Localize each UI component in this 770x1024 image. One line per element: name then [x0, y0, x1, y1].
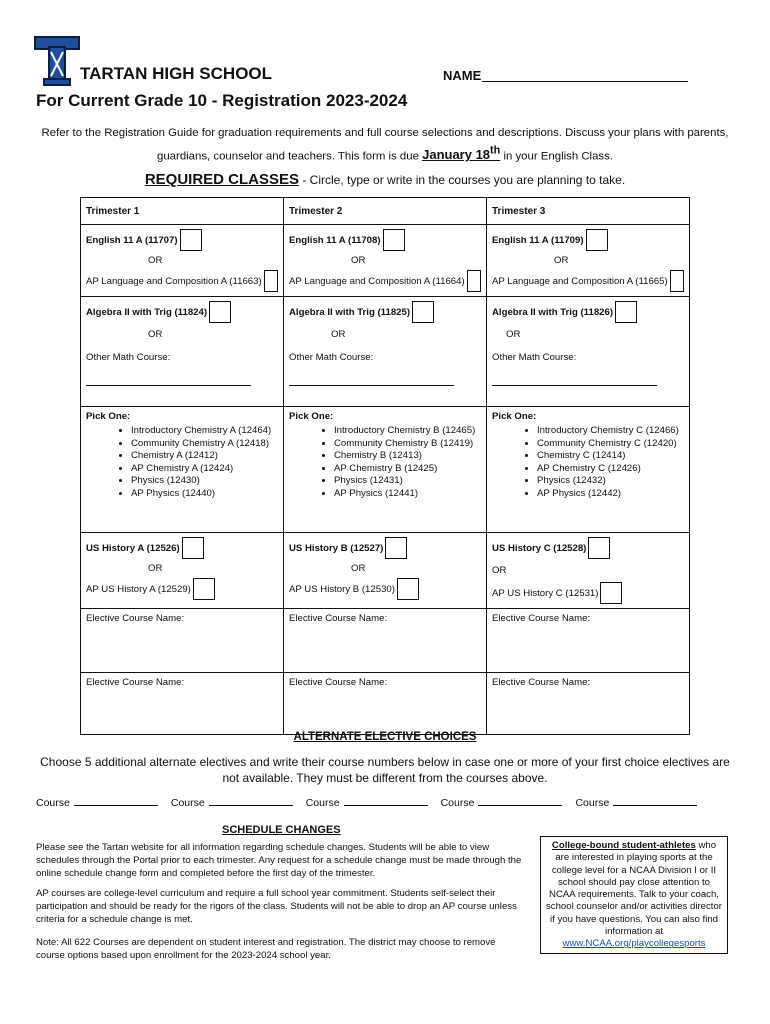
math-1-checkbox[interactable]: [209, 301, 231, 323]
required-classes-heading: REQUIRED CLASSES - Circle, type or write in the courses you are planning to take.: [144, 171, 626, 188]
elective-2-cell-2[interactable]: Elective Course Name:: [284, 673, 487, 735]
list-item[interactable]: • AP Chemistry B (12425): [334, 463, 481, 476]
english-cell-2: English 11 A (11708) OR AP Language and Composition A (11664): [284, 225, 487, 297]
table-header-row: [81, 198, 690, 225]
english-cell-3: English 11 A (11709) OR AP Language and Composition A (11665): [487, 225, 690, 297]
history-1-checkbox[interactable]: [182, 537, 204, 559]
elective-1-cell-2[interactable]: Elective Course Name:: [284, 609, 487, 673]
science-cell-3: Pick One: • Introductory Chemistry C (12466) • Community Chemistry C (12420) • Chemistry C (12414) • AP Chemistry C (12426) • Physics (12432) • AP Physics (12442): [487, 407, 690, 533]
english-2-checkbox[interactable]: [383, 229, 405, 251]
list-item[interactable]: • Chemistry C (12414): [537, 450, 684, 463]
history-3-checkbox[interactable]: [588, 537, 610, 559]
elective-2-cell-3[interactable]: Elective Course Name:: [487, 673, 690, 735]
math-cell-2: Algebra II with Trig (11825) OR Other Math Course:: [284, 297, 487, 407]
math-row: [81, 297, 690, 407]
tartan-logo-icon: [34, 36, 80, 86]
form-title: For Current Grade 10 - Registration 2023-2024: [36, 91, 408, 110]
math-3-checkbox[interactable]: [615, 301, 637, 323]
alternate-course-row: [36, 797, 736, 809]
alternate-course-2[interactable]: Course: [171, 797, 293, 809]
alternate-course-1[interactable]: Course: [36, 797, 158, 809]
name-label: NAME: [443, 68, 482, 83]
elective-row-2: [81, 673, 690, 735]
alternate-course-5[interactable]: Course: [575, 797, 697, 809]
schedule-paragraph-1: Please see the Tartan website for all information regarding schedule changes. Students will be able to view schedules through the Portal prior to each trimester. Any request for a schedule change must be made through the online schedule change form and completed before the first day of the trimester.: [36, 842, 522, 879]
history-2-checkbox[interactable]: [385, 537, 407, 559]
history-cell-1: US History A (12526) OR AP US History A (12529): [81, 533, 284, 609]
schedule-paragraph-2: AP courses are college-level curriculum and require a full school year commitment. Students self-select their participation and should be ready for the rigors of the class. Students will not be able to drop an AP course unless criteria for a schedule change is met.: [36, 888, 517, 925]
athletes-heading: College-bound student-athletes: [551, 840, 696, 851]
ap-lang-1-checkbox[interactable]: [264, 270, 278, 292]
history-row: [81, 533, 690, 609]
ap-history-2-checkbox[interactable]: [397, 578, 419, 600]
name-field[interactable]: [482, 81, 688, 82]
ap-history-1-checkbox[interactable]: [193, 578, 215, 600]
list-item[interactable]: • Introductory Chemistry B (12465): [334, 425, 481, 438]
list-item[interactable]: • Community Chemistry B (12419): [334, 438, 481, 451]
list-item[interactable]: • Chemistry B (12413): [334, 450, 481, 463]
list-item[interactable]: • Physics (12431): [334, 475, 481, 488]
alternate-title: ALTERNATE ELECTIVE CHOICES: [293, 731, 477, 743]
list-item[interactable]: • AP Physics (12442): [537, 488, 684, 501]
school-name: TARTAN HIGH SCHOOL: [80, 64, 273, 83]
alternate-course-3[interactable]: Course: [306, 797, 428, 809]
list-item[interactable]: • Introductory Chemistry C (12466): [537, 425, 684, 438]
schedule-paragraph-3: Note: All 622 Courses are dependent on student interest and registration. The district may choose to remove course options based upon enrollment for the 2023-2024 school year.: [36, 937, 496, 961]
list-item[interactable]: • Physics (12430): [131, 475, 278, 488]
list-item[interactable]: • Introductory Chemistry A (12464): [131, 425, 278, 438]
elective-1-cell-3[interactable]: Elective Course Name:: [487, 609, 690, 673]
math-cell-1: Algebra II with Trig (11824) OR Other Math Course:: [81, 297, 284, 407]
due-date: January 18th: [422, 145, 501, 163]
science-cell-2: Pick One: • Introductory Chemistry B (12465) • Community Chemistry B (12419) • Chemistry B (12413) • AP Chemistry B (12425) • Physics (12431) • AP Physics (12441): [284, 407, 487, 533]
list-item[interactable]: • Community Chemistry C (12420): [537, 438, 684, 451]
athletes-info-box: College-bound student-athletes who are interested in playing sports at the college level for a NCAA Division I or II school should pay close attention to NCAA requirements. Talk to your coach, school counselor and/or activities director if you have questions. You can also find information at www.NCAA.org/playcollegesports: [540, 836, 728, 954]
list-item[interactable]: • Chemistry A (12412): [131, 450, 278, 463]
header-trimester-1: Trimester 1: [81, 198, 284, 225]
header-trimester-3: Trimester 3: [487, 198, 690, 225]
english-3-checkbox[interactable]: [586, 229, 608, 251]
course-table: [80, 197, 690, 735]
science-list-2: [289, 425, 481, 500]
intro-text: Refer to the Registration Guide for graduation requirements and full course selections and descriptions. Discuss your plans with parents, guardians, counselor and teachers. This form is due January 18th in your English Class.: [41, 127, 729, 163]
list-item[interactable]: • Physics (12432): [537, 475, 684, 488]
elective-row-1: [81, 609, 690, 673]
elective-1-cell-1[interactable]: Elective Course Name:: [81, 609, 284, 673]
english-row: [81, 225, 690, 297]
alternate-text: Choose 5 additional alternate electives and write their course numbers below in case one or more of your first choice electives are not available. They must be different from the courses above.: [40, 755, 730, 785]
science-list-3: [492, 425, 684, 500]
elective-2-cell-1[interactable]: Elective Course Name:: [81, 673, 284, 735]
history-cell-2: US History B (12527) OR AP US History B (12530): [284, 533, 487, 609]
history-cell-3: US History C (12528) OR AP US History C (12531): [487, 533, 690, 609]
list-item[interactable]: • AP Physics (12440): [131, 488, 278, 501]
ap-lang-3-checkbox[interactable]: [670, 270, 684, 292]
schedule-changes-title: SCHEDULE CHANGES: [222, 824, 341, 836]
list-item[interactable]: • Community Chemistry A (12418): [131, 438, 278, 451]
ncaa-link[interactable]: www.NCAA.org/playcollegesports: [562, 938, 706, 950]
science-list-1: [86, 425, 278, 500]
other-math-3-field[interactable]: [492, 385, 657, 386]
list-item[interactable]: • AP Chemistry A (12424): [131, 463, 278, 476]
ap-lang-2-checkbox[interactable]: [467, 270, 481, 292]
other-math-1-field[interactable]: [86, 385, 251, 386]
english-1-checkbox[interactable]: [180, 229, 202, 251]
math-2-checkbox[interactable]: [412, 301, 434, 323]
list-item[interactable]: • AP Chemistry C (12426): [537, 463, 684, 476]
ap-history-3-checkbox[interactable]: [600, 582, 622, 604]
alternate-course-4[interactable]: Course: [441, 797, 563, 809]
other-math-2-field[interactable]: [289, 385, 454, 386]
math-cell-3: Algebra II with Trig (11826) OR Other Math Course:: [487, 297, 690, 407]
list-item[interactable]: • AP Physics (12441): [334, 488, 481, 501]
english-cell-1: English 11 A (11707) OR AP Language and Composition A (11663): [81, 225, 284, 297]
header-trimester-2: Trimester 2: [284, 198, 487, 225]
science-row: [81, 407, 690, 533]
science-cell-1: Pick One: • Introductory Chemistry A (12464) • Community Chemistry A (12418) • Chemistry A (12412) • AP Chemistry A (12424) • Physics (12430) • AP Physics (12440): [81, 407, 284, 533]
